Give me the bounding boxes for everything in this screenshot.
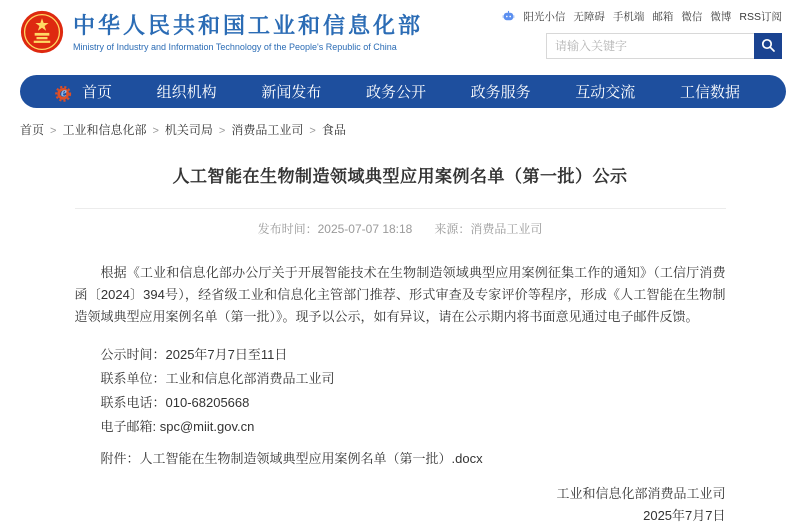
utility-link-yangguang-xiaoxin[interactable]: 阳光小信	[523, 11, 566, 23]
miit-logo-icon[interactable]	[54, 81, 76, 103]
utility-bar	[502, 9, 782, 24]
contact-details	[75, 343, 726, 439]
nav-item-gov-services[interactable]: 政务服务	[470, 84, 531, 101]
brand-text	[73, 13, 423, 52]
utility-link-mailbox[interactable]: 邮箱	[652, 11, 674, 23]
utility-link-mobile[interactable]: 手机端	[612, 11, 645, 23]
svg-text:e: e	[60, 84, 67, 100]
nav-item-organization[interactable]: 组织机构	[156, 84, 217, 101]
attachment-label: 附件：	[100, 451, 140, 466]
breadcrumb	[0, 108, 800, 138]
page-title: 人工智能在生物制造领域典型应用案例名单（第一批）公示	[172, 167, 628, 186]
breadcrumb-consumer-goods-dept[interactable]: 消费品工业司	[231, 123, 304, 137]
search-bar	[546, 33, 782, 59]
ministry-title-en: Ministry of Industry and Information Technology of the People's Republic of China	[73, 41, 397, 52]
article-paragraph: 根据《工业和信息化部办公厅关于开展智能技术在生物制造领域典型应用案例征集工作的通知》（工信厅消费函〔2024〕394号），经省级工业和信息化主管部门推荐、形式审查及专家评价等程序，形成《人工智能在生物制造领域典型应用案例名单（第一批）》。现予以公示，如有异议，请在公示期内将书面意见通过电子邮件反馈。	[74, 265, 726, 324]
source-value: 消费品工业司	[470, 222, 543, 236]
brand	[20, 10, 423, 54]
search-input[interactable]	[546, 33, 754, 59]
breadcrumb-separator: >	[218, 125, 226, 137]
breadcrumb-departments[interactable]: 机关司局	[164, 123, 213, 137]
nav-item-home[interactable]: 首页	[82, 84, 113, 101]
article	[75, 162, 726, 527]
signature-block	[75, 483, 726, 527]
article-meta	[75, 220, 726, 237]
breadcrumb-separator: >	[309, 125, 316, 137]
search-icon	[761, 38, 775, 55]
meta-divider	[75, 208, 726, 209]
publish-time-label: 发布时间：	[257, 222, 318, 236]
breadcrumb-home[interactable]: 首页	[20, 123, 45, 137]
breadcrumb-separator: >	[152, 125, 159, 137]
signature-org: 工业和信息化部消费品工业司	[556, 486, 726, 501]
nav-items	[82, 81, 740, 102]
nav-item-gov-disclosure[interactable]: 政务公开	[365, 84, 426, 101]
utility-link-wechat[interactable]: 微信	[681, 11, 703, 23]
national-emblem-icon	[20, 10, 64, 54]
breadcrumb-food[interactable]: 食品	[321, 123, 346, 137]
main-nav	[20, 75, 786, 108]
site-header	[0, 0, 800, 70]
attachment-line	[75, 448, 726, 470]
detail-contact-unit: 联系单位：工业和信息化部消费品工业司	[100, 371, 335, 386]
breadcrumb-separator: >	[50, 125, 57, 137]
header-right	[502, 9, 782, 59]
attachment-link[interactable]: 人工智能在生物制造领域典型应用案例名单（第一批）.docx	[139, 451, 483, 466]
nav-item-news[interactable]: 新闻发布	[261, 84, 322, 101]
signature-date: 2025年7月7日	[643, 508, 726, 523]
publish-time-value: 2025-07-07 18:18	[317, 222, 413, 236]
ministry-title-cn: 中华人民共和国工业和信息化部	[73, 12, 424, 38]
detail-contact-phone: 联系电话：010-68205668	[100, 395, 250, 410]
detail-contact-email: 电子邮箱: spc@miit.gov.cn	[100, 419, 255, 434]
mascot-chatbot-icon[interactable]	[502, 10, 515, 23]
breadcrumb-miit[interactable]: 工业和信息化部	[62, 123, 147, 137]
utility-link-accessibility[interactable]: 无障碍	[573, 11, 605, 23]
nav-item-miit-data[interactable]: 工信数据	[679, 84, 740, 101]
search-button[interactable]	[754, 33, 782, 59]
source-label: 来源：	[434, 222, 471, 236]
utility-link-rss[interactable]: RSS订阅	[739, 11, 782, 23]
detail-publicity-period: 公示时间：2025年7月7日至11日	[100, 347, 288, 362]
nav-item-interaction[interactable]: 互动交流	[575, 84, 636, 101]
utility-link-weibo[interactable]: 微博	[710, 11, 732, 23]
